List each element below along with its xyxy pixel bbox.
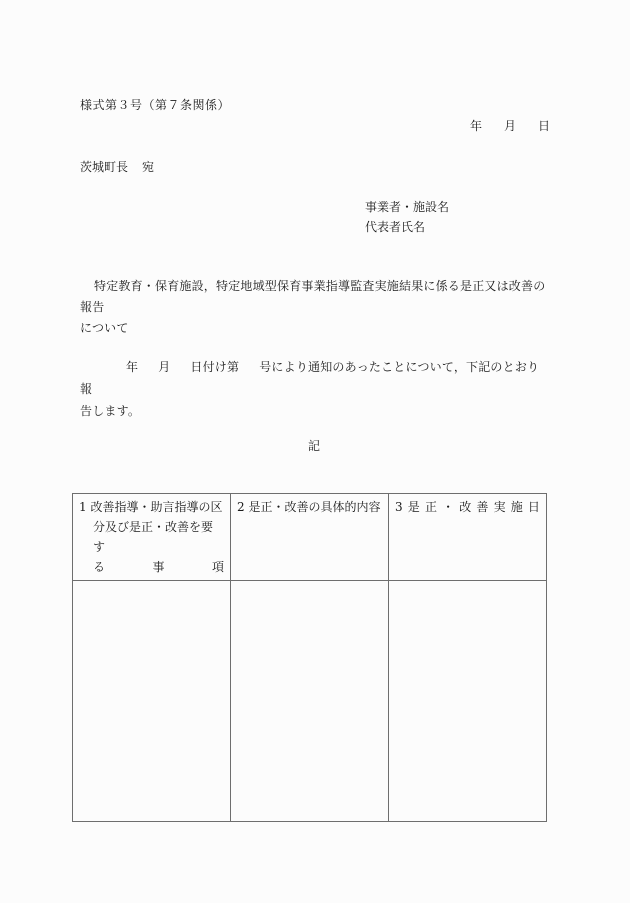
- report-table: [72, 493, 547, 822]
- header-specific-content: 2 是正・改善の具体的内容: [231, 494, 389, 581]
- cell-specific-content[interactable]: [231, 581, 389, 822]
- date-month-label: 月: [504, 119, 517, 133]
- addressee-name: 茨城町長: [80, 160, 129, 174]
- date-day-label: 日: [538, 119, 551, 133]
- cell-improvement-items[interactable]: [73, 581, 231, 822]
- subject-line1: 特定教育・保育施設，特定地域型保育事業指導監査実施結果に係る是正又は改善の報告: [80, 279, 546, 314]
- cell-implementation-date[interactable]: [389, 581, 547, 822]
- date-year-label: 年: [470, 119, 483, 133]
- sender-block: [365, 197, 449, 237]
- date-line: [470, 117, 550, 134]
- body-day-label: 日付け第: [190, 360, 240, 374]
- ki-label: 記: [308, 439, 321, 453]
- subject-line2: について: [80, 321, 129, 335]
- body-number-label: 号により通知のあったことについて，下記のとおり報: [80, 360, 540, 396]
- body-line2: 告します。: [80, 404, 141, 418]
- addressee-suffix: 宛: [142, 160, 155, 174]
- business-facility-label: 事業者・施設名: [365, 200, 450, 214]
- body-text: [80, 356, 550, 422]
- header-implementation-date: 3 是 正 ・ 改 善 実 施 日: [389, 494, 547, 581]
- table-row: [73, 581, 547, 822]
- subject: [80, 276, 550, 339]
- form-number: 様式第３号（第７条関係）: [80, 98, 231, 112]
- representative-label: 代表者氏名: [365, 220, 426, 234]
- body-year-label: 年: [126, 360, 139, 374]
- header-improvement-items: 1 改善指導・助言指導の区 分及び是正・改善を要す る 事 項: [73, 494, 231, 581]
- addressee: [80, 158, 154, 175]
- table-header-row: [73, 494, 547, 581]
- body-month-label: 月: [158, 360, 171, 374]
